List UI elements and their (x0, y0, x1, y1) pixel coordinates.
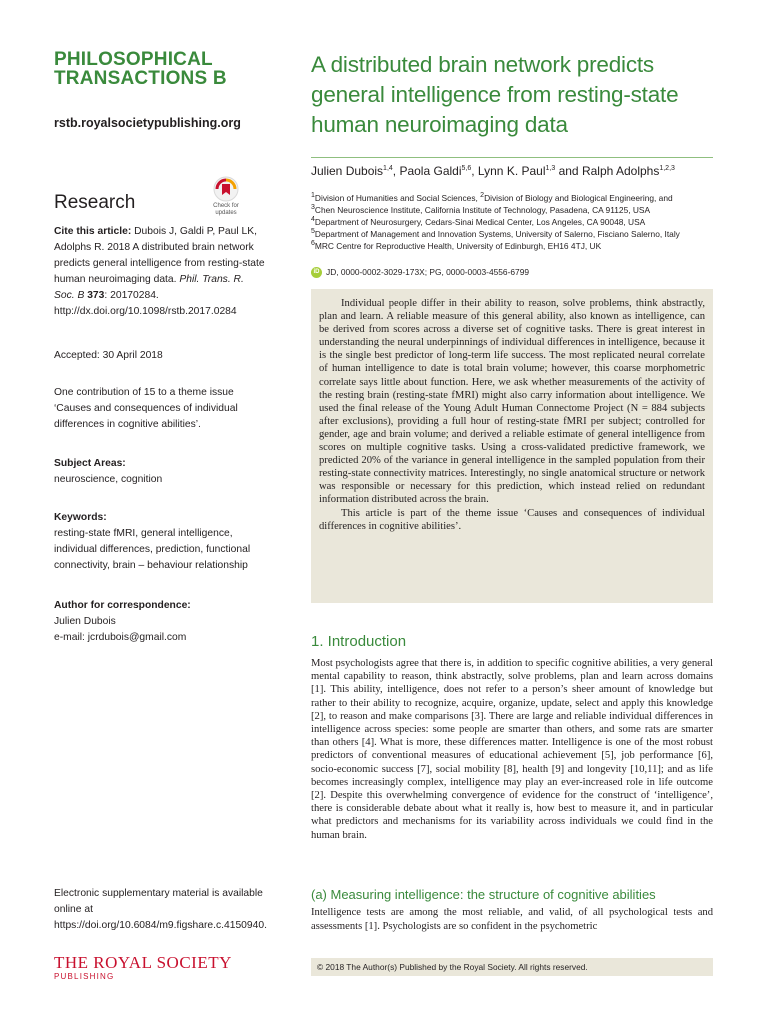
affiliation-text: Department of Management and Innovation Systems, University of Salerno, Fisciano Salerno, Italy (314, 229, 680, 240)
affiliation-item (311, 228, 731, 240)
check-for-updates-icon (213, 176, 239, 202)
badge-text-line2: updates (215, 210, 237, 216)
check-for-updates-badge[interactable] (206, 176, 246, 217)
theme-issue-note: One contribution of 15 to a theme issue ‘Causes and consequences of individual differences in cognitive abilities’. (54, 387, 238, 431)
logo-line2: PUBLISHING (54, 972, 115, 981)
affiliation-text: Department of Neurosurgery, Cedars-Sinai Medical Center, Los Angeles, CA 90048, USA (314, 217, 646, 228)
author-name[interactable]: Paola Galdi (399, 164, 462, 178)
affiliation-item (311, 240, 731, 252)
author-affiliation-sup: 1,3 (545, 165, 556, 172)
orcid-ids[interactable]: JD, 0000-0002-3029-173X; PG, 0000-0003-4556-6799 (326, 267, 530, 277)
cite-text-2: : 20170284. (104, 290, 159, 302)
author-affiliation-sup: 5,6 (461, 165, 472, 172)
author-name[interactable]: Ralph Adolphs (581, 164, 660, 178)
title-divider (311, 157, 713, 158)
affiliations-list (311, 192, 731, 252)
affiliation-text: Division of Humanities and Social Sciences, (314, 193, 481, 203)
correspondence-label: Author for correspondence: (54, 600, 191, 611)
introduction-heading: 1. Introduction (311, 633, 407, 650)
abstract-paragraph: Individual people differ in their ability to reason, solve problems, think abstractly, plan and learn. A reliable measure of this general ability, also known as intelligence, can be derived from scores across a diverse set of cognitive tasks. There is great interest in understanding the neural underpinnings of individual differences in intelligence, because it is the single best predictor of long-term life success. The most replicated neural correlate of human intelligence to date is total brain volume; however, this coarse morphometric correlate says little about function. Here, we ask whether measurements of the activity of the resting brain (resting-state fMRI) might also carry information about intelligence. We used the final release of the Young Adult Human Connectome Project (N = 884 subjects after exclusions), providing a full hour of resting-state fMRI per subject; controlled for gender, age and brain volume; and derived a reliable estimate of general intelligence from scores on multiple cognitive tasks. Using a cross-validated predictive framework, we predicted 20% of the variance in general intelligence in the sampled population from their resting-state connectivity matrices. Interestingly, no single anatomical structure or network was responsible or necessary for this prediction, which instead relied on redundant information distributed across the brain. (319, 298, 705, 506)
author-name[interactable]: Julien Dubois (311, 164, 384, 178)
cite-journal: Phil. Trans. R. Soc. B (54, 274, 244, 302)
subsection-paragraph: Intelligence tests are among the most reliable, and valid, of all psychological tests and assessments [1]. Psychologists are so confident in the psychometric (311, 907, 713, 932)
author-correspondence (54, 598, 266, 646)
author-affiliation-sup: 1,2,3 (659, 165, 675, 172)
affiliation-text: MRC Centre for Reproductive Health, University of Edinburgh, EH16 4TJ, UK (314, 241, 602, 252)
correspondence-name: Julien Dubois (54, 616, 116, 628)
copyright-notice: © 2018 The Author(s) Published by the Royal Society. All rights reserved. (311, 958, 713, 976)
badge-text-line1: Check for (213, 203, 239, 209)
cite-volume: 373 (84, 290, 105, 302)
article-title: A distributed brain network predicts general intelligence from resting-state human neuroimaging data (311, 52, 679, 137)
journal-url-link[interactable]: rstb.royalsocietypublishing.org (54, 116, 241, 130)
keywords-label: Keywords: (54, 512, 107, 523)
affiliation-item (311, 192, 731, 204)
cite-text-1: Dubois J, Galdi P, Paul LK, Adolphs R. 2018 A distributed brain network predicts general intelligence from resting-state human neuroimaging data. (54, 226, 265, 286)
affiliation-item (311, 216, 731, 228)
supplementary-material-note[interactable]: Electronic supplementary material is available online at https://doi.org/10.6084/m9.figshare.c.4150940. (54, 888, 267, 932)
affiliation-text: Division of Biology and Biological Engineering, and (484, 193, 673, 203)
abstract-theme-note: This article is part of the theme issue ‘Causes and consequences of individual differences in cognitive abilities’. (319, 507, 705, 532)
affiliation-sup: 5 (311, 228, 315, 236)
correspondence-email-link[interactable]: e-mail: jcrdubois@gmail.com (54, 632, 187, 644)
author-list: Julien Dubois$^{1,4}$, Paola Galdi$^{5,6}$, Lynn K. Paul$^{1,3}$ and Ralph Adolphs$^{1,2,3}$ (311, 164, 675, 178)
logo-line1: THE ROYAL SOCIETY (54, 953, 232, 972)
orcid-icon[interactable]: iD (311, 267, 322, 278)
author-name[interactable]: Lynn K. Paul (477, 164, 546, 178)
subject-areas-label: Subject Areas: (54, 458, 126, 469)
affiliation-sup: 1 (311, 192, 315, 200)
journal-name-line1: PHILOSOPHICAL (54, 49, 213, 70)
subject-areas (54, 456, 266, 488)
cite-doi-link[interactable]: http://dx.doi.org/10.1098/rstb.2017.0284 (54, 306, 237, 318)
keywords-value: resting-state fMRI, general intelligence, individual differences, prediction, functional connectivity, brain – behaviour relationship (54, 528, 251, 572)
keywords (54, 510, 266, 574)
subject-areas-value: neuroscience, cognition (54, 474, 163, 486)
citation-block (54, 224, 266, 321)
affiliation-item (311, 204, 731, 216)
subsection-heading: (a) Measuring intelligence: the structure of cognitive abilities (311, 887, 656, 902)
accepted-date: Accepted: 30 April 2018 (54, 350, 163, 361)
affiliation-sup: 3 (311, 204, 315, 212)
journal-name-line2: TRANSACTIONS B (54, 68, 227, 89)
affiliation-text: Chen Neuroscience Institute, California Institute of Technology, Pasadena, CA 91125, USA (314, 205, 651, 216)
section-label: Research (54, 192, 136, 213)
affiliation-sup: 4 (311, 216, 315, 224)
royal-society-logo (54, 953, 254, 981)
cite-label: Cite this article: (54, 226, 132, 237)
affiliation-sup: 6 (311, 240, 315, 248)
orcid-line (311, 266, 731, 278)
affiliation-sup: 2 (480, 192, 485, 200)
journal-name (54, 50, 284, 88)
abstract-box (311, 289, 713, 603)
introduction-paragraph: Most psychologists agree that there is, in addition to specific cognitive abilities, a very general mental capability to reason, think abstractly, solve problems, plan and learn across domains [1]. This ability, intelligence, does not refer to a person’s sheer amount of knowledge but rather to their ability to recognize, acquire, organize, update, select and apply this knowledge [2], to reason and make comparisons [3]. There are large and reliable individual differences in intelligence across species: some people are smarter than others, and some rats are smarter than others [4]. What is more, these differences matter. Intelligence is one of the most robust predictors of conventional measures of educational achievement [5], job performance [6], socio-economic success [7], social mobility [8], health [9] and longevity [10,11]; and as life becomes increasingly complex, intelligence may play an ever-increased role in life outcome [2]. Despite this overwhelming convergence of evidence for the construct of ‘intelligence’, there is considerable debate about what it really is, how best to measure it, and in particular what predictors and mechanisms for its variability across individuals we could find in the human brain. (311, 658, 713, 841)
author-affiliation-sup: 1,4 (383, 165, 393, 172)
